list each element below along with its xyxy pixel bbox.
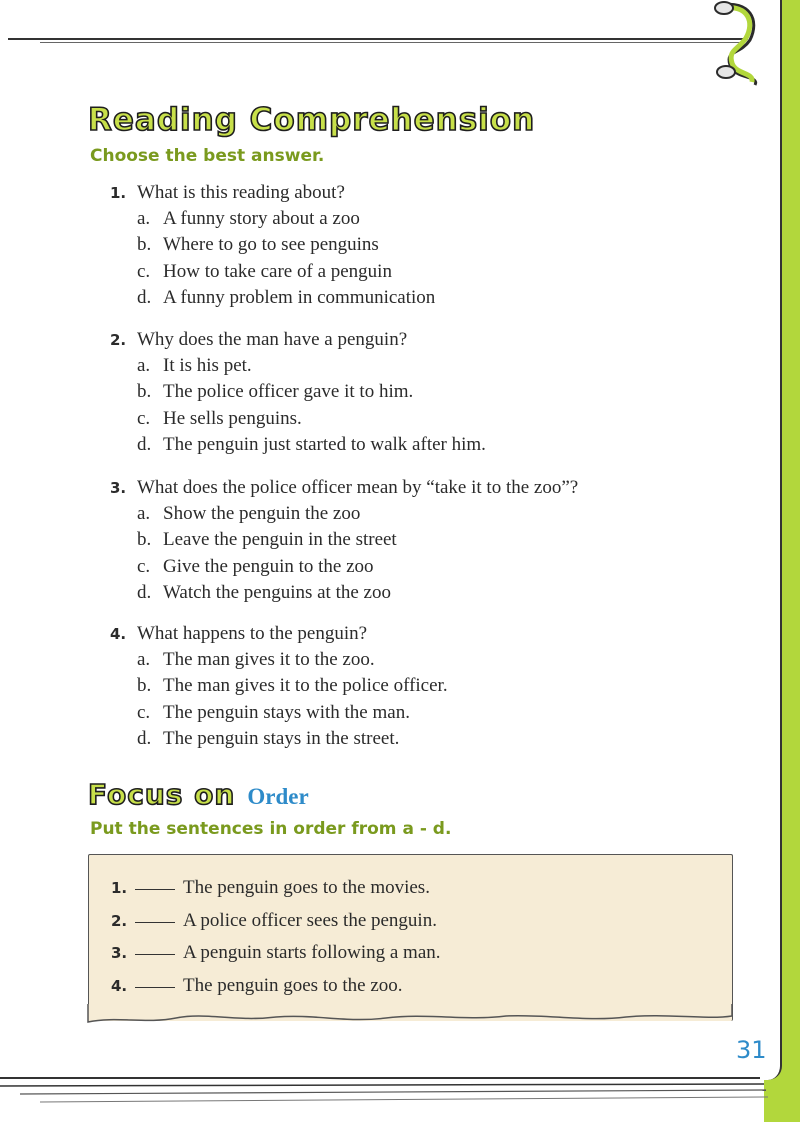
option-letter: c. xyxy=(137,555,151,577)
option-letter: b. xyxy=(137,529,152,551)
answer-blank[interactable] xyxy=(135,954,175,955)
page-curl-icon xyxy=(710,0,770,90)
answer-option[interactable] xyxy=(110,527,710,553)
reading-instruction: Choose the best answer. xyxy=(90,146,325,166)
question-text: What is this reading about? xyxy=(137,182,345,203)
focus-heading xyxy=(88,778,309,811)
question-stem xyxy=(110,621,710,647)
option-letter: a. xyxy=(137,208,151,229)
order-number: 4. xyxy=(111,976,128,995)
answer-option[interactable] xyxy=(110,501,710,527)
answer-option[interactable] xyxy=(110,259,710,285)
question-stem xyxy=(110,327,710,353)
answer-option[interactable] xyxy=(110,726,710,752)
question-2 xyxy=(110,327,710,459)
option-text: Where to go to see penguins xyxy=(163,234,379,256)
option-text: A funny problem in communication xyxy=(163,287,436,309)
option-letter: c. xyxy=(137,701,151,723)
answer-option[interactable] xyxy=(110,379,710,405)
question-number: 2. xyxy=(110,331,127,349)
question-stem xyxy=(110,180,710,206)
question-text: What happens to the penguin? xyxy=(137,623,368,644)
option-text: The penguin stays in the street. xyxy=(163,728,400,750)
option-text: How to take care of a penguin xyxy=(163,260,392,282)
option-text: It is his pet. xyxy=(163,355,252,376)
option-text: The penguin just started to walk after him. xyxy=(163,434,486,456)
option-letter: c. xyxy=(137,407,151,429)
order-item xyxy=(111,970,441,1003)
question-text: Why does the man have a penguin? xyxy=(137,329,408,350)
order-item xyxy=(111,905,441,938)
option-text: He sells penguins. xyxy=(163,407,302,429)
answer-option[interactable] xyxy=(110,353,710,379)
option-text: The penguin stays with the man. xyxy=(163,701,410,723)
order-list xyxy=(111,872,441,1002)
option-letter: d. xyxy=(137,287,152,309)
answer-option[interactable] xyxy=(110,554,710,580)
torn-edge xyxy=(86,1004,734,1030)
question-stem xyxy=(110,475,710,501)
focus-instruction: Put the sentences in order from a - d. xyxy=(90,819,452,839)
question-number: 3. xyxy=(110,479,127,497)
option-text: The police officer gave it to him. xyxy=(163,381,414,403)
option-text: A funny story about a zoo xyxy=(163,208,360,229)
top-rule xyxy=(8,38,748,40)
option-letter: d. xyxy=(137,582,152,604)
order-text: A police officer sees the penguin. xyxy=(183,909,437,931)
answer-option[interactable] xyxy=(110,232,710,258)
option-letter: c. xyxy=(137,260,151,282)
question-3 xyxy=(110,475,710,607)
option-letter: a. xyxy=(137,503,151,524)
order-text: A penguin starts following a man. xyxy=(183,942,441,963)
question-text: What does the police officer mean by “take it to the zoo”? xyxy=(137,477,579,498)
option-text: Give the penguin to the zoo xyxy=(163,555,374,577)
order-item xyxy=(111,937,441,970)
option-letter: d. xyxy=(137,728,152,750)
order-text: The penguin goes to the zoo. xyxy=(183,974,403,996)
answer-option[interactable] xyxy=(110,285,710,311)
question-number: 4. xyxy=(110,625,127,643)
order-number: 1. xyxy=(111,879,128,897)
focus-title: Focus on xyxy=(88,778,236,811)
option-letter: b. xyxy=(137,381,152,403)
answer-blank[interactable] xyxy=(135,889,175,890)
question-1 xyxy=(110,180,710,312)
answer-blank[interactable] xyxy=(135,987,175,988)
focus-topic: Order xyxy=(247,784,309,809)
answer-option[interactable] xyxy=(110,206,710,232)
option-letter: b. xyxy=(137,675,152,697)
option-letter: d. xyxy=(137,434,152,456)
answer-option[interactable] xyxy=(110,673,710,699)
order-item xyxy=(111,872,441,905)
order-number: 3. xyxy=(111,944,128,962)
option-letter: a. xyxy=(137,649,151,670)
option-text: Watch the penguins at the zoo xyxy=(163,582,391,604)
order-number: 2. xyxy=(111,911,128,930)
answer-option[interactable] xyxy=(110,432,710,458)
option-text: Show the penguin the zoo xyxy=(163,503,361,524)
top-rule-inner xyxy=(40,42,740,43)
reading-comprehension-heading: Reading Comprehension xyxy=(88,102,536,138)
page-number: 31 xyxy=(736,1036,767,1064)
question-number: 1. xyxy=(110,184,127,202)
question-4 xyxy=(110,621,710,753)
answer-option[interactable] xyxy=(110,700,710,726)
answer-option[interactable] xyxy=(110,406,710,432)
option-text: The man gives it to the police officer. xyxy=(163,675,448,697)
answer-option[interactable] xyxy=(110,647,710,673)
order-text: The penguin goes to the movies. xyxy=(183,877,430,898)
answer-option[interactable] xyxy=(110,580,710,606)
option-text: Leave the penguin in the street xyxy=(163,529,397,551)
answer-blank[interactable] xyxy=(135,922,175,923)
option-letter: a. xyxy=(137,355,151,376)
option-letter: b. xyxy=(137,234,152,256)
option-text: The man gives it to the zoo. xyxy=(163,649,375,670)
bottom-page-edges xyxy=(0,1070,780,1110)
